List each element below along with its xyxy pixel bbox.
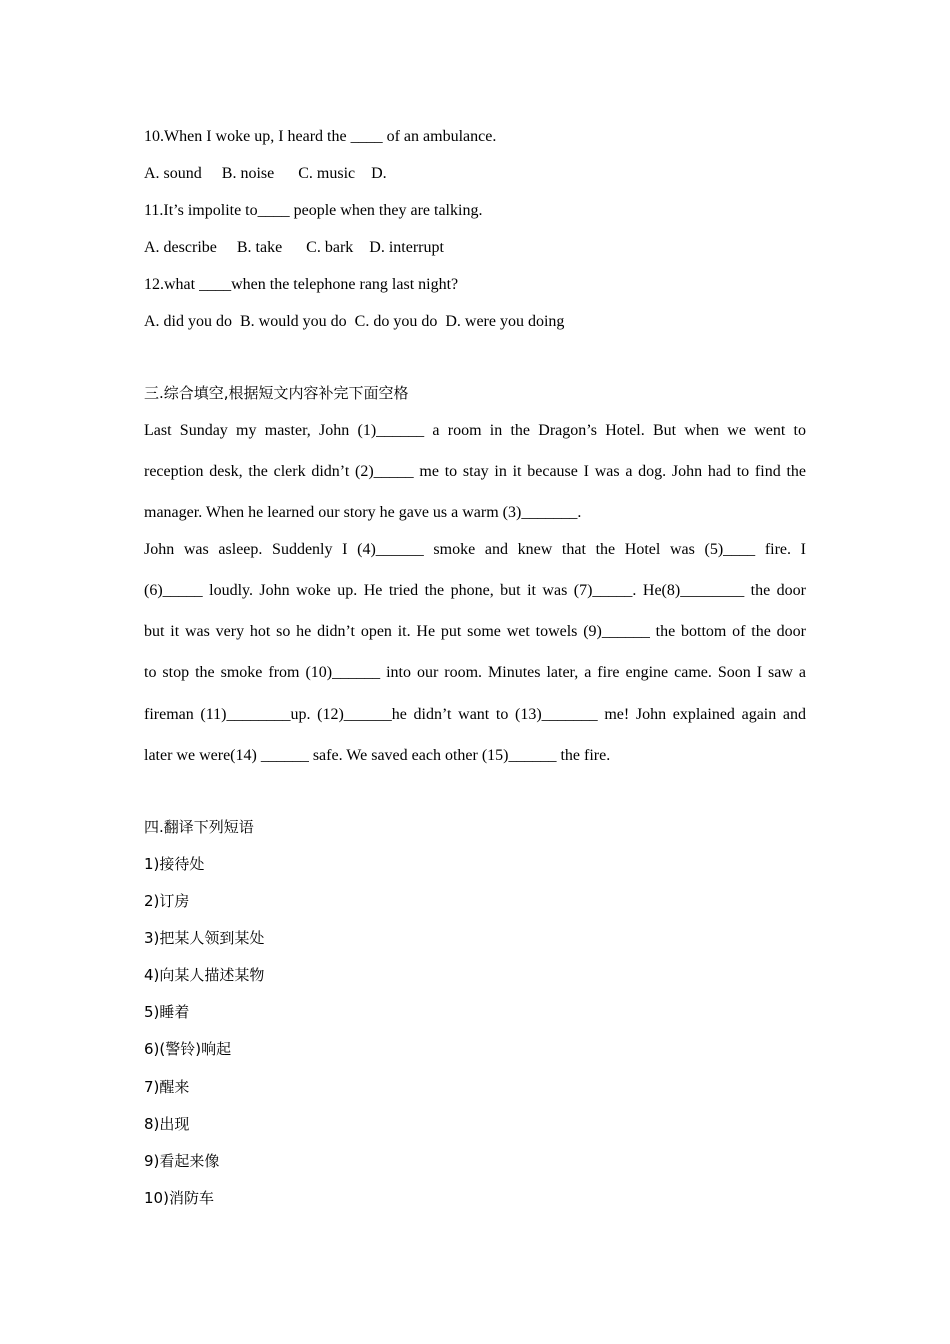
translation-item: 7)醒来	[144, 1078, 190, 1096]
translation-item: 4)向某人描述某物	[144, 966, 265, 984]
question-11: 11.It’s impolite to____ people when they are talking.	[144, 202, 483, 219]
translation-item: 2)订房	[144, 892, 190, 910]
passage-line: but it was very hot so he didn’t open it. He put some wet towels (9)______ the bottom of the door	[144, 623, 806, 640]
passage-line: reception desk, the clerk didn’t (2)_____ me to stay in it because I was a dog. John had to find the	[144, 463, 806, 480]
passage-line: manager. When he learned our story he gave us a warm (3)_______.	[144, 504, 582, 521]
passage-line: fireman (11)________up. (12)______he didn’t want to (13)_______ me! John explained again and	[144, 706, 806, 723]
translation-item: 1)接待处	[144, 855, 205, 873]
passage-line: John was asleep. Suddenly I (4)______ smoke and knew that the Hotel was (5)____ fire. I	[144, 541, 806, 558]
translation-item: 10)消防车	[144, 1189, 214, 1207]
section-4-heading: 四.翻译下列短语	[144, 818, 254, 836]
translation-item: 3)把某人领到某处	[144, 929, 265, 947]
passage-line: Last Sunday my master, John (1)______ a room in the Dragon’s Hotel. But when we went to	[144, 422, 806, 439]
passage-line: later we were(14) ______ safe. We saved each other (15)______ the fire.	[144, 747, 611, 764]
translation-item: 9)看起来像	[144, 1152, 220, 1170]
question-10-options: A. sound B. noise C. music D.	[144, 165, 387, 182]
question-12: 12.what ____when the telephone rang last night?	[144, 276, 459, 293]
question-10: 10.When I woke up, I heard the ____ of an ambulance.	[144, 128, 497, 145]
passage-line: to stop the smoke from (10)______ into our room. Minutes later, a fire engine came. Soon I saw a	[144, 664, 806, 681]
translation-item: 5)睡着	[144, 1003, 190, 1021]
passage-line: (6)_____ loudly. John woke up. He tried the phone, but it was (7)_____. He(8)________ the door	[144, 582, 806, 599]
section-3-heading: 三.综合填空,根据短文内容补完下面空格	[144, 384, 409, 402]
translation-item: 6)(警铃)响起	[144, 1040, 232, 1058]
question-11-options: A. describe B. take C. bark D. interrupt	[144, 239, 444, 256]
translation-item: 8)出现	[144, 1115, 190, 1133]
question-12-options: A. did you do B. would you do C. do you do D. were you doing	[144, 313, 565, 330]
